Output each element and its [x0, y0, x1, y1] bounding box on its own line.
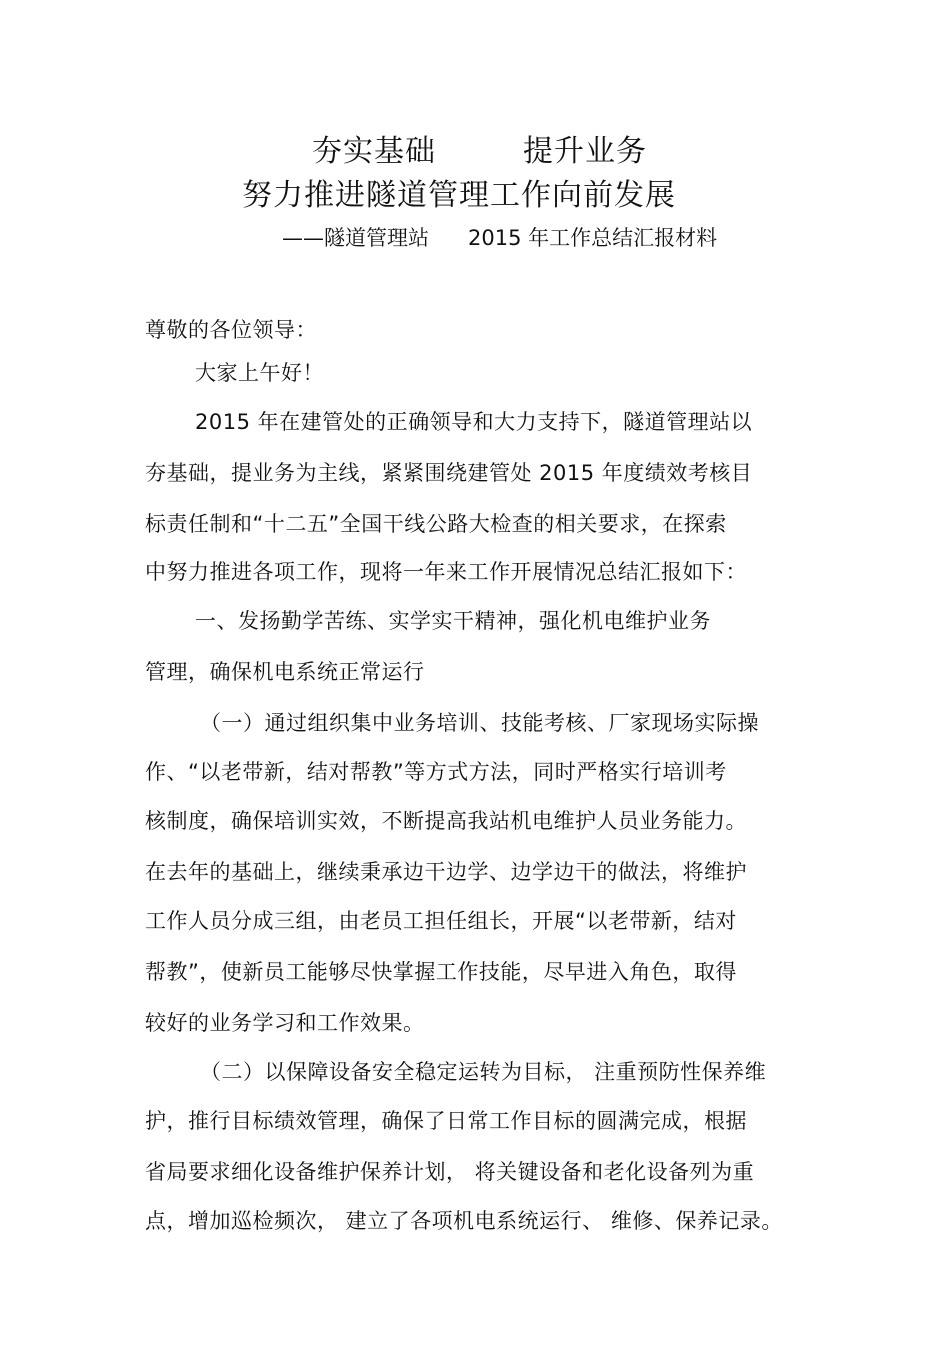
paragraph-4-line-1: （二）以保障设备安全稳定运转为目标， 注重预防性保养维	[200, 1060, 767, 1084]
paragraph-1-line-2: 夯基础，提业务为主线，紧紧围绕建管处 2015 年度绩效考核目	[145, 461, 753, 485]
greeting: 大家上午好！	[195, 361, 324, 385]
paragraph-3-line-6: 帮教”，使新员工能够尽快掌握工作技能，尽早进入角色，取得	[145, 960, 737, 984]
paragraph-3-line-2: 作、“以老带新，结对帮教”等方式方法，同时严格实行培训考	[145, 760, 727, 784]
paragraph-3-line-3: 核制度，确保培训实效，不断提高我站机电维护人员业务能力。	[145, 809, 747, 833]
subtitle-prefix: ——隧道管理站	[282, 226, 429, 250]
paragraph-4-line-3: 省局要求细化设备维护保养计划， 将关键设备和老化设备列为重	[145, 1160, 755, 1184]
paragraph-3-line-1: （一）通过组织集中业务培训、技能考核、厂家现场实际操	[200, 711, 759, 735]
section-1-heading-line-1: 一、发扬勤学苦练、实学实干精神，强化机电维护业务	[195, 609, 711, 633]
salutation: 尊敬的各位领导：	[145, 318, 317, 342]
paragraph-1-line-3: 标责任制和“十二五”全国干线公路大检查的相关要求，在探索	[145, 512, 727, 536]
paragraph-1-line-1: 2015 年在建管处的正确领导和大力支持下，隧道管理站以	[195, 410, 753, 434]
paragraph-3-line-4: 在去年的基础上，继续秉承边干边学、边学边干的做法，将维护	[145, 860, 747, 884]
paragraph-3-line-7: 较好的业务学习和工作效果。	[145, 1011, 425, 1035]
paragraph-3-line-5: 工作人员分成三组，由老员工担任组长，开展“以老带新，结对	[145, 909, 737, 933]
title-part1: 夯实基础	[312, 134, 436, 169]
section-1-heading-line-2: 管理，确保机电系统正常运行	[145, 660, 425, 684]
paragraph-4-line-4: 点，增加巡检频次， 建立了各项机电系统运行、 维修、保养记录。	[145, 1209, 783, 1233]
paragraph-1-line-4: 中努力推进各项工作，现将一年来工作开展情况总结汇报如下：	[145, 560, 747, 584]
title-part2: 提升业务	[523, 134, 647, 169]
subtitle-suffix: 2015 年工作总结汇报材料	[468, 226, 718, 250]
title-line2: 努力推进隧道管理工作向前发展	[242, 178, 676, 213]
paragraph-4-line-2: 护，推行目标绩效管理，确保了日常工作目标的圆满完成，根据	[145, 1109, 747, 1133]
